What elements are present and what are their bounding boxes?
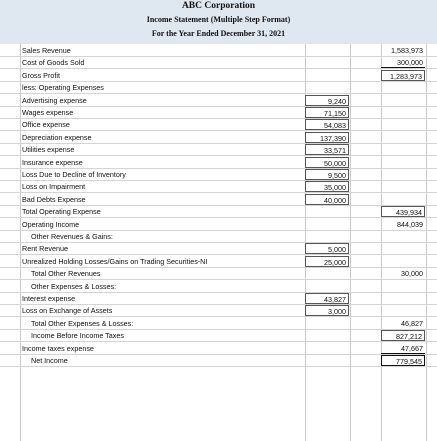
table-row	[0, 157, 437, 169]
detail-amount: 9,240	[305, 95, 349, 106]
total-amount: 300,000	[381, 57, 425, 68]
row-label: Total Other Expenses & Losses:	[31, 318, 134, 328]
total-amount: 827,212	[381, 330, 425, 341]
row-label: Insurance expense	[22, 157, 83, 167]
table-row	[0, 107, 437, 119]
table-row	[0, 343, 437, 355]
table-row	[0, 95, 437, 107]
total-amount: 46,827	[401, 318, 423, 328]
table-row	[0, 181, 437, 193]
row-label: Advertising expense	[22, 95, 87, 105]
table-row	[0, 268, 437, 280]
row-label: Sales Revenue	[22, 46, 71, 55]
detail-amount: 25,000	[305, 256, 349, 267]
total-amount: 47,667	[381, 343, 425, 354]
total-amount: 30,000	[401, 269, 423, 279]
table-row	[0, 330, 437, 342]
detail-amount: 71,150	[305, 107, 349, 118]
total-amount: 439,934	[381, 206, 425, 217]
row-label: Total Other Revenues	[31, 269, 101, 279]
detail-amount: 43,827	[305, 293, 349, 304]
row-label: Rent Revenue	[22, 244, 68, 254]
table-row	[0, 305, 437, 317]
table-row	[0, 169, 437, 181]
row-label: Depreciation expense	[22, 132, 92, 142]
table-row	[0, 57, 437, 69]
table-row	[0, 318, 437, 330]
table-row	[0, 70, 437, 82]
row-label: Wages expense	[22, 108, 74, 117]
row-label: Unrealized Holding Losses/Gains on Trading Securities-NI	[22, 256, 208, 266]
detail-amount: 137,390	[305, 132, 349, 143]
row-label: Bad Debts Expense	[22, 194, 86, 204]
total-amount: 1,283,973	[381, 70, 425, 81]
row-label: Loss on Impairment	[22, 182, 86, 192]
total-amount: 779,545	[381, 355, 425, 366]
table-row	[0, 132, 437, 144]
detail-amount: 5,000	[305, 243, 349, 254]
row-label: Other Revenues & Gains:	[31, 232, 113, 241]
detail-amount: 54,083	[305, 119, 349, 130]
table-row	[0, 45, 437, 57]
table-row	[0, 293, 437, 305]
row-label: Utilities expense	[22, 145, 75, 155]
table-row	[0, 355, 437, 367]
detail-amount: 40,000	[305, 194, 349, 205]
row-label: Operating Income	[22, 219, 80, 229]
row-label: less: Operating Expenses	[22, 83, 104, 93]
statement-period: For the Year Ended December 31, 2021	[151, 29, 286, 38]
statement-header	[0, 0, 437, 44]
row-label: Gross Profit	[22, 70, 60, 80]
row-label: Loss Due to Decline of Inventory	[22, 170, 126, 179]
total-amount: 844,039	[397, 219, 423, 229]
table-row	[0, 281, 437, 293]
detail-amount: 9,500	[305, 169, 349, 180]
table-row	[0, 144, 437, 156]
row-label: Office expense	[22, 120, 70, 130]
row-label: Other Expenses & Losses:	[31, 281, 117, 291]
row-label: Net Income	[31, 356, 68, 365]
table-row	[0, 231, 437, 243]
table-row	[0, 219, 437, 231]
detail-amount: 3,000	[305, 305, 349, 316]
row-label: Income Before Income Taxes	[31, 331, 124, 341]
table-row	[0, 256, 437, 268]
detail-amount: 50,000	[305, 157, 349, 168]
table-row	[0, 243, 437, 255]
detail-amount: 33,571	[305, 144, 349, 155]
statement-title: Income Statement (Multiple Step Format)	[146, 15, 291, 24]
table-row	[0, 119, 437, 131]
table-row	[0, 82, 437, 94]
row-label: Income taxes expense	[22, 343, 94, 353]
table-row	[0, 194, 437, 206]
detail-amount: 35,000	[305, 181, 349, 192]
table-row	[0, 206, 437, 218]
row-label: Cost of Goods Sold	[22, 58, 85, 68]
row-label: Loss on Exchange of Assets	[22, 306, 113, 316]
total-amount: 1,583,973	[391, 46, 423, 55]
company-name: ABC Corporation	[181, 1, 256, 11]
row-label: Total Operating Expense	[22, 207, 101, 217]
row-label: Interest expense	[22, 294, 76, 303]
